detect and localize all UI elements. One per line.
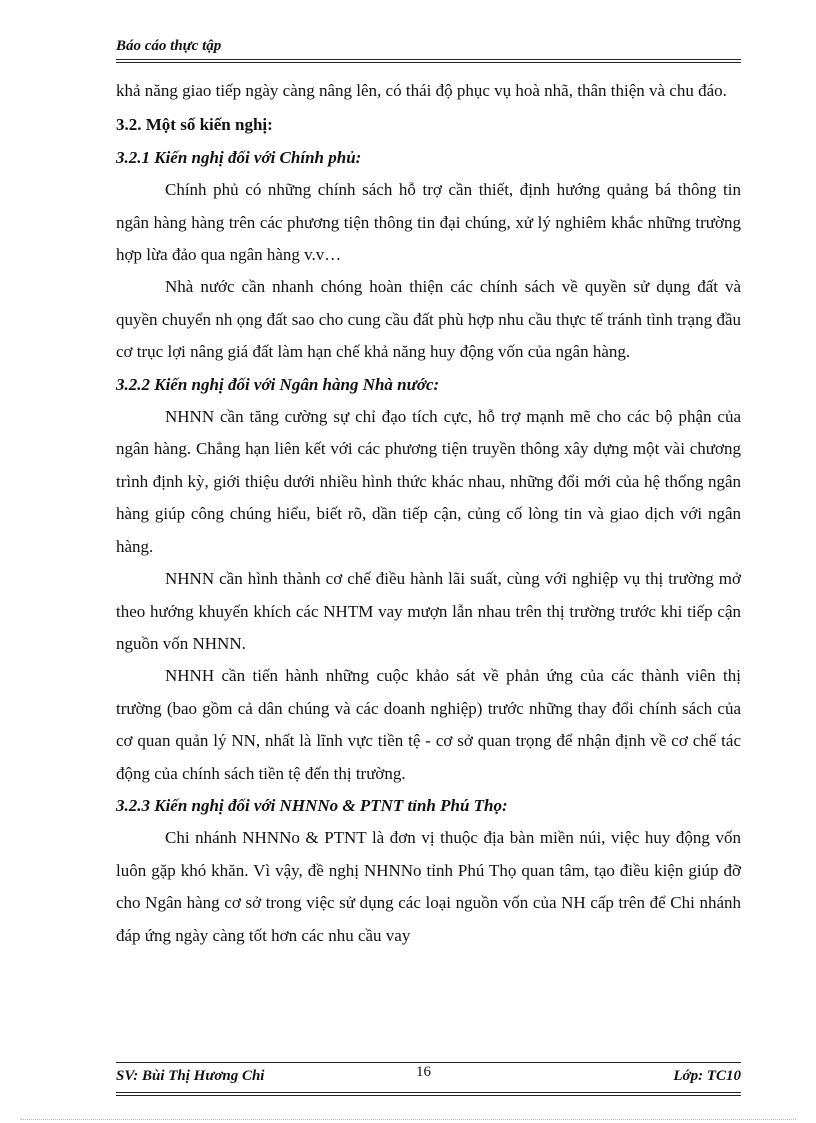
paragraph-nhnn-interest-rate: NHNN cần hình thành cơ chế điều hành lãi suất, cùng với nghiệp vụ thị trường mở theo hướng khuyến khích các NHTM vay mượn lẫn nhau trên thị trường trước khi tiếp cận nguồn vốn NHNN. bbox=[116, 569, 741, 653]
paragraph-branch-recommendation: Chi nhánh NHNNo & PTNT là đơn vị thuộc địa bàn miền núi, việc huy động vốn luôn gặp khó khăn. Vì vậy, đề nghị NHNNo tỉnh Phú Thọ quan tâm, tạo điều kiện giúp đỡ cho Ngân hàng cơ sở trong việc sử dụng các loại nguồn vốn của NH cấp trên để Chi nhánh đáp ứng ngày càng tốt hơn các nhu cầu vay bbox=[116, 828, 741, 945]
paragraph-nhnn-direction: NHNN cần tăng cường sự chỉ đạo tích cực, hỗ trợ mạnh mẽ cho các bộ phận của ngân hàng. Chẳng hạn liên kết với các phương tiện truyền thông xây dựng một vài chương trình định kỳ, giới thiệu dưới nhiều hình thức khác nhau, những đổi mới của hệ thống ngân hàng giúp công chúng hiểu, biết rõ, dần tiếp cận, củng cố lòng tin và giao dịch với ngân hàng. bbox=[116, 407, 741, 556]
page-edge-dotted-line bbox=[20, 1119, 796, 1120]
footer-rule-double-1 bbox=[116, 1092, 741, 1093]
paragraph-continuation: khả năng giao tiếp ngày càng nâng lên, có thái độ phục vụ hoà nhã, thân thiện và chu đáo. bbox=[116, 81, 727, 100]
footer-rule bbox=[116, 1062, 741, 1063]
paragraph-nhnh-survey: NHNH cần tiến hành những cuộc khảo sát về phản ứng của các thành viên thị trường (bao gồm cả dân chúng và các doanh nghiệp) trước những thay đổi chính sách của cơ quan quản lý NN, nhất là lĩnh vực tiền tệ - cơ sở quan trọng để nhận định về cơ chế tác động của chính sách tiền tệ đến thị trường. bbox=[116, 666, 741, 783]
footer-class-label: Lớp: TC10 bbox=[673, 1068, 741, 1084]
section-heading-3-2: 3.2. Một số kiến nghị: bbox=[116, 115, 273, 135]
section-heading-3-2-1: 3.2.1 Kiến nghị đối với Chính phủ: bbox=[116, 147, 362, 167]
page-footer bbox=[116, 1064, 741, 1090]
footer-student-name: SV: Bùi Thị Hương Chi bbox=[116, 1068, 265, 1084]
header-rule-bottom bbox=[116, 62, 741, 63]
paragraph-government-policy: Chính phủ có những chính sách hỗ trợ cần thiết, định hướng quảng bá thông tin ngân hàng hàng trên các phương tiện thông tin đại chúng, xử lý nghiêm khắc những trường hợp lừa đảo qua ngân hàng v.v… bbox=[116, 180, 741, 265]
page-header-title: Báo cáo thực tập bbox=[116, 38, 222, 54]
page-number: 16 bbox=[416, 1064, 431, 1080]
section-heading-3-2-3: 3.2.3 Kiến nghị đối với NHNNo & PTNT tỉnh Phú Thọ: bbox=[116, 795, 508, 815]
header-rule-top bbox=[116, 59, 741, 60]
section-heading-3-2-2: 3.2.2 Kiến nghị đối với Ngân hàng Nhà nước: bbox=[116, 374, 440, 394]
page-body bbox=[116, 75, 741, 952]
paragraph-land-policy: Nhà nước cần nhanh chóng hoàn thiện các chính sách về quyền sử dụng đất và quyền chuyển nh ọng đất sao cho cung cầu đất phù hợp nhu cầu thực tế tránh tình trạng đầu cơ trục lợi nâng giá đất làm hạn chế khả năng huy động vốn của ngân hàng. bbox=[116, 277, 741, 362]
footer-rule-double-2 bbox=[116, 1095, 741, 1096]
